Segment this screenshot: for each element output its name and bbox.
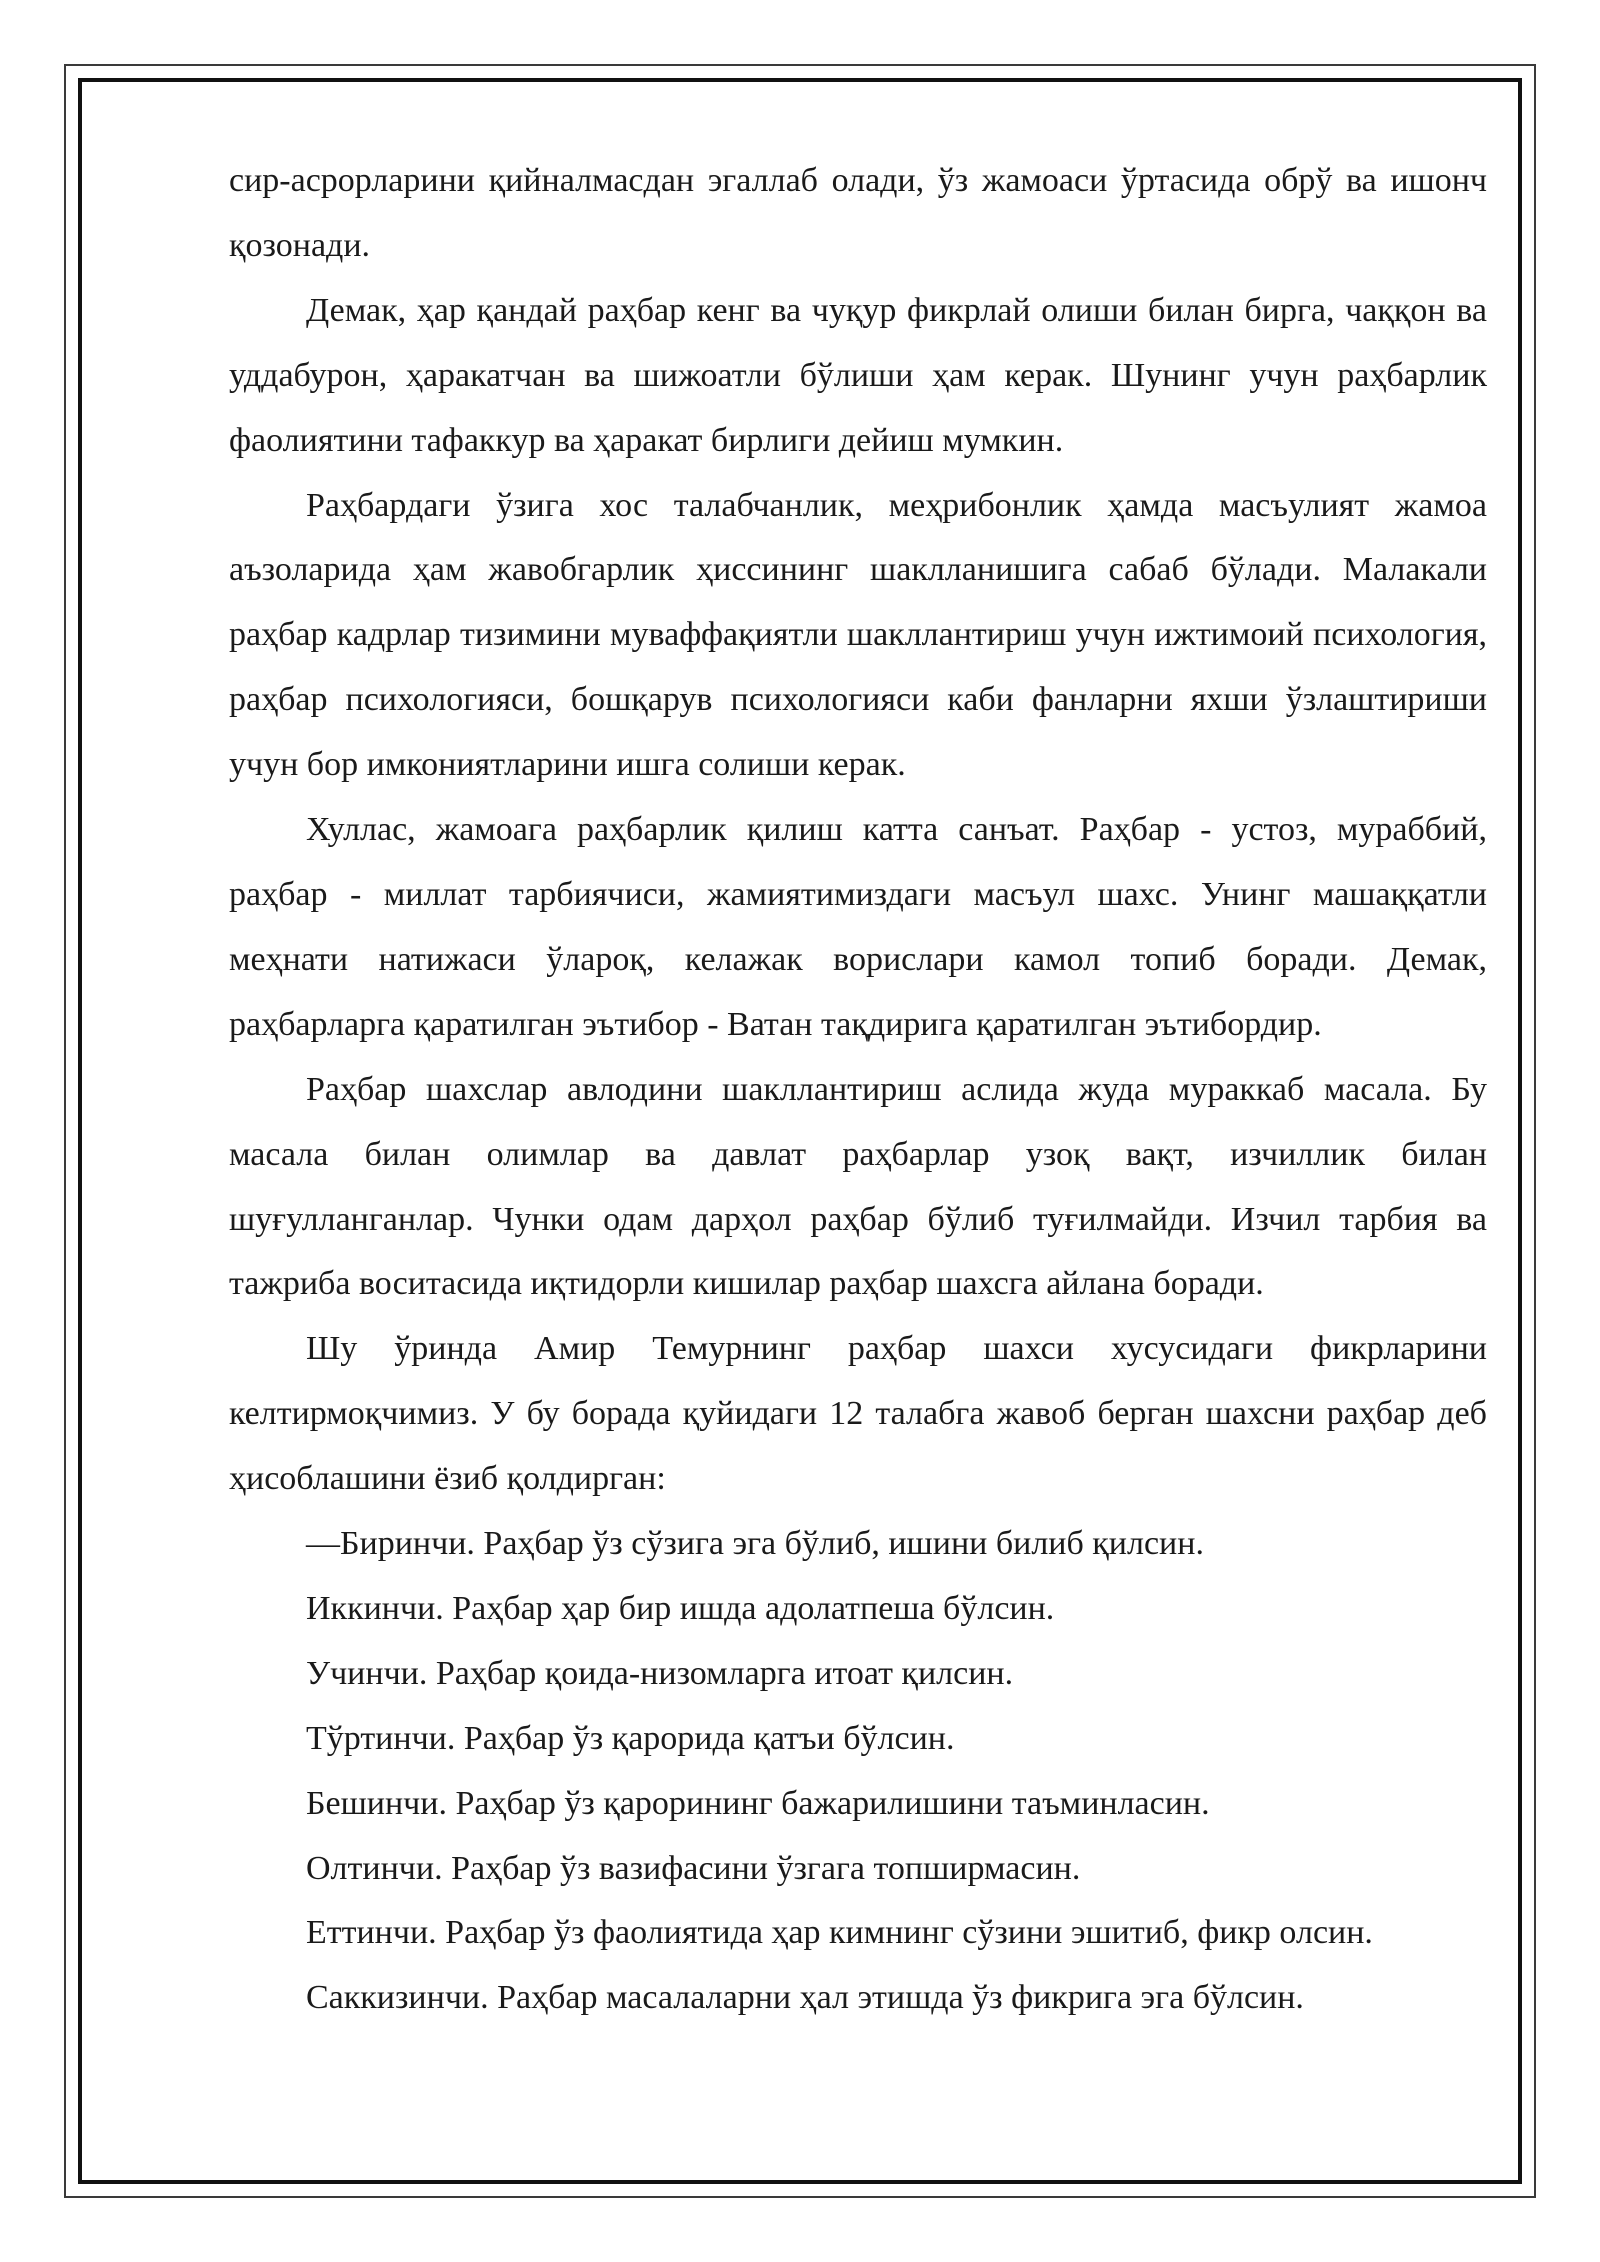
- list-item: Саккизинчи. Раҳбар масалаларни ҳал этишда ўз фикрига эга бўлсин.: [306, 1979, 1304, 2017]
- list-item: —Биринчи. Раҳбар ўз сўзига эга бўлиб, ишини билиб қилсин.: [306, 1525, 1204, 1563]
- list-item: Еттинчи. Раҳбар ўз фаолиятида ҳар кимнинг сўзини эшитиб, фикр олсин.: [306, 1914, 1373, 1952]
- list-item: Бешинчи. Раҳбар ўз қарорининг бажарилишини таъминласин.: [306, 1784, 1210, 1822]
- paragraph-continuation: сир-асрорларини қийналмасдан эгаллаб олади, ўз жамоаси ўртасида обрў ва ишонч қозонади.: [229, 162, 1487, 264]
- paragraph: Демак, ҳар қандай раҳбар кенг ва чуқур фикрлай олиши билан бирга, чаққон ва уддабурон, ҳаракатчан ва шижоатли бўлиши ҳам керак. Шунинг учун раҳбарлик фаолиятини тафаккур ва ҳаракат бирлиги дейиш мумкин.: [229, 291, 1487, 459]
- paragraph: Раҳбардаги ўзига хос талабчанлик, меҳрибонлик ҳамда масъулият жамоа аъзоларида ҳам жавобгарлик ҳиссининг шаклланишига сабаб бўлади. Малакали раҳбар кадрлар тизимини муваффақиятли шакллантириш учун ижтимоий психология, раҳбар психологияси, бошқарув психологияси каби фанларни яхши ўзлаштириши учун бор имкониятларини ишга солиши керак.: [229, 486, 1487, 784]
- paragraph: Раҳбар шахслар авлодини шакллантириш аслида жуда мураккаб масала. Бу масала билан олимлар ва давлат раҳбарлар узоқ вақт, изчиллик билан шуғулланганлар. Чунки одам дарҳол раҳбар бўлиб туғилмайди. Изчил тарбия ва тажриба воситасида иқтидорли кишилар раҳбар шахсга айлана боради.: [229, 1070, 1487, 1303]
- page-content: [229, 149, 1487, 2031]
- paragraph: Хуллас, жамоага раҳбарлик қилиш катта санъат. Раҳбар - устоз, мураббий, раҳбар - миллат тарбиячиси, жамиятимиздаги масъул шахс. Унинг машаққатли меҳнати натижаси ўлароқ, келажак ворислари камол топиб боради. Демак, раҳбарларга қаратилган эътибор - Ватан тақдирига қаратилган эътибордир.: [229, 811, 1487, 1043]
- list-item: Иккинчи. Раҳбар ҳар бир ишда адолатпеша бўлсин.: [306, 1589, 1055, 1627]
- list-item: Олтинчи. Раҳбар ўз вазифасини ўзгага топширмасин.: [306, 1849, 1081, 1887]
- paragraph: Шу ўринда Амир Темурнинг раҳбар шахси хусусидаги фикрларини келтирмоқчимиз. У бу борада қуйидаги 12 талабга жавоб берган шахсни раҳбар деб ҳисоблашини ёзиб қолдирган:: [229, 1330, 1487, 1498]
- list-item: Учинчи. Раҳбар қоида-низомларга итоат қилсин.: [306, 1654, 1014, 1692]
- list-item: Тўртинчи. Раҳбар ўз қарорида қатъи бўлсин.: [306, 1719, 955, 1757]
